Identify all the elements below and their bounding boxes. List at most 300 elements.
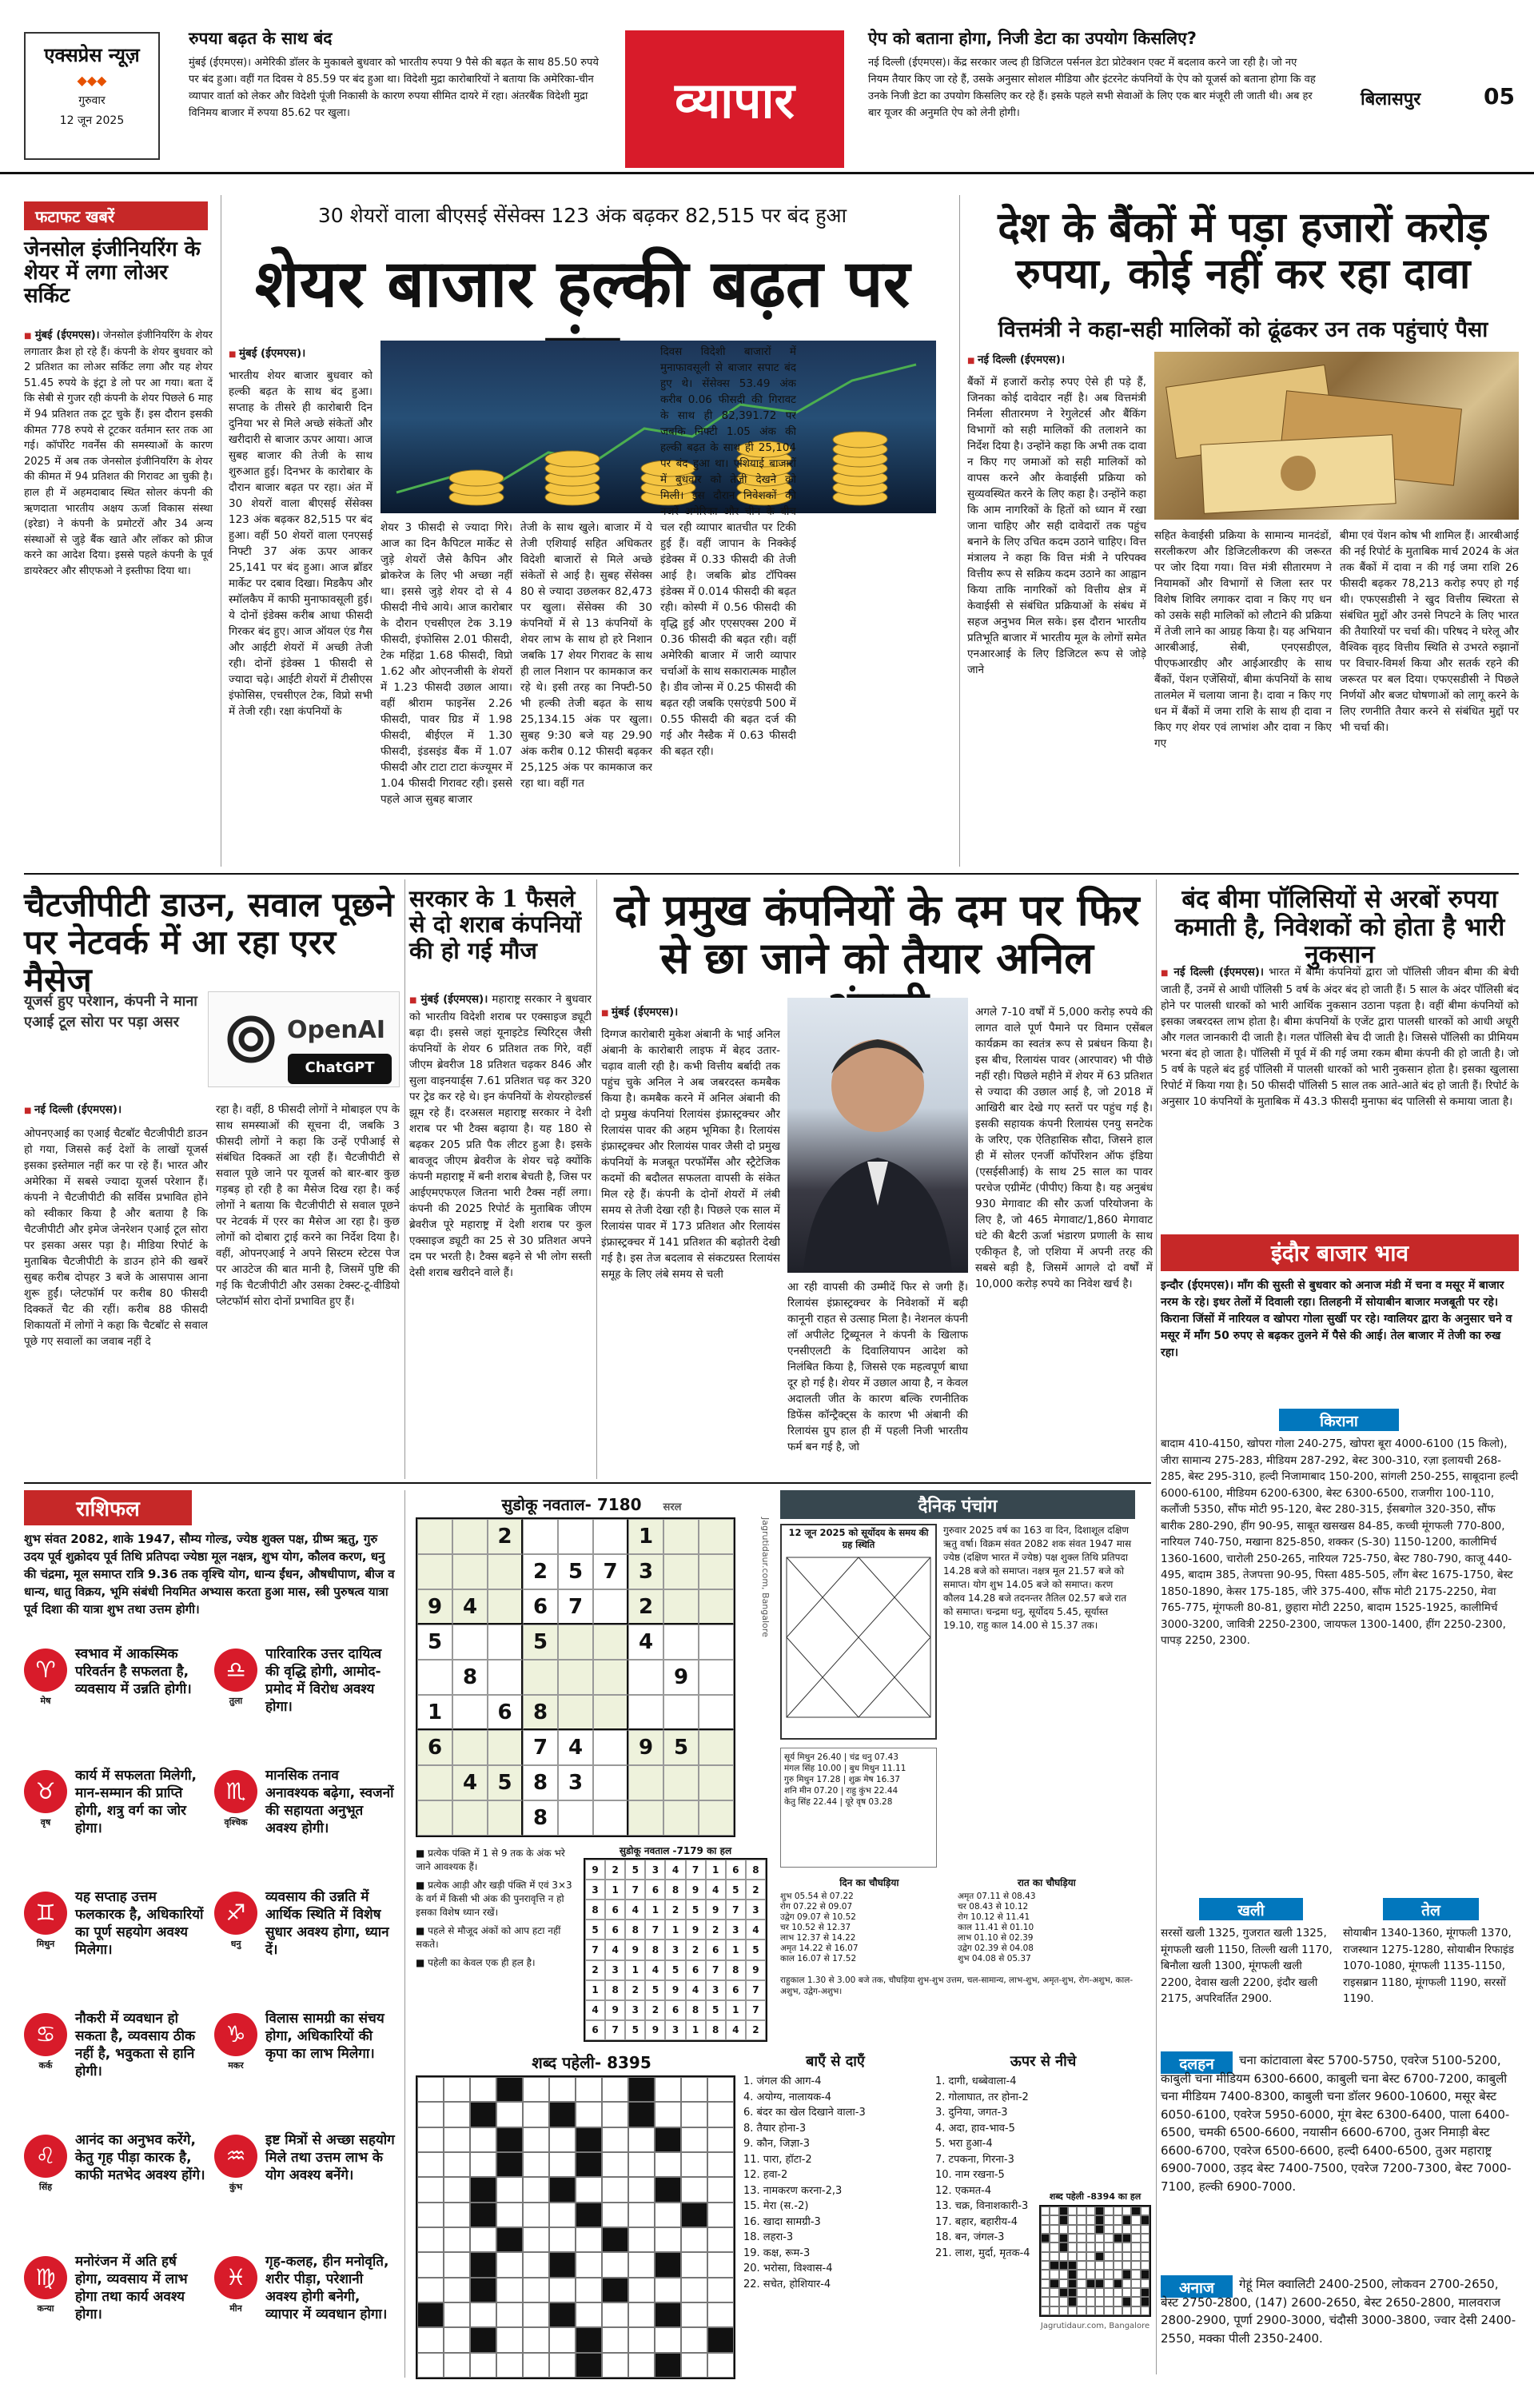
- sudoku-cell[interactable]: 9: [628, 1730, 663, 1765]
- sudoku-cell[interactable]: 8: [523, 1765, 558, 1800]
- crossword-cell[interactable]: [523, 2077, 549, 2102]
- crossword-answer-cell: [1041, 2234, 1050, 2243]
- crossword-cell[interactable]: [417, 2302, 444, 2327]
- crossword-cell[interactable]: [549, 2302, 576, 2327]
- sudoku-cell[interactable]: [663, 1800, 699, 1836]
- crossword-cell[interactable]: [576, 2102, 602, 2127]
- sudoku-rules: [416, 1847, 576, 1975]
- sudoku-cell[interactable]: 3: [628, 1554, 663, 1589]
- crossword-cell[interactable]: [628, 2177, 655, 2202]
- crossword-cell[interactable]: [470, 2302, 496, 2327]
- crossword-answer-cell: [1114, 2207, 1122, 2215]
- sudoku-cell[interactable]: [417, 1519, 452, 1554]
- sudoku-solution-cell: 6: [605, 1900, 625, 1920]
- crossword-cell[interactable]: [470, 2227, 496, 2252]
- sudoku-cell[interactable]: [593, 1589, 628, 1625]
- crossword-cell[interactable]: [655, 2227, 681, 2252]
- sudoku-solution-cell: 3: [645, 1860, 665, 1880]
- crossword-grid[interactable]: [416, 2075, 735, 2379]
- sudoku-cell[interactable]: 7: [523, 1730, 558, 1765]
- sudoku-cell[interactable]: 5: [558, 1554, 593, 1589]
- sudoku-cell[interactable]: [488, 1589, 523, 1625]
- crossword-cell[interactable]: [549, 2227, 576, 2252]
- sudoku-cell[interactable]: [452, 1695, 488, 1730]
- sudoku-solution-cell: 1: [665, 1920, 685, 1940]
- sudoku-cell[interactable]: [452, 1519, 488, 1554]
- crossword-cell[interactable]: [655, 2302, 681, 2327]
- crossword-answer-cell: [1050, 2225, 1058, 2234]
- crossword-cell[interactable]: [628, 2077, 655, 2102]
- crossword-cell[interactable]: [576, 2203, 602, 2227]
- crossword-cell[interactable]: [681, 2177, 707, 2202]
- sudoku-grid[interactable]: [416, 1517, 735, 1837]
- sudoku-cell[interactable]: [488, 1625, 523, 1660]
- crossword-cell[interactable]: [444, 2353, 470, 2378]
- crossword-answer-cell: [1141, 2225, 1150, 2234]
- crossword-cell[interactable]: [496, 2227, 523, 2252]
- crossword-cell[interactable]: [549, 2327, 576, 2352]
- crossword-cell[interactable]: [707, 2302, 734, 2327]
- crossword-answer-cell: [1095, 2215, 1104, 2224]
- crossword-answer-cell: [1077, 2297, 1086, 2306]
- crossword-cell[interactable]: [707, 2152, 734, 2177]
- sudoku-cell[interactable]: [417, 1554, 452, 1589]
- crossword-cell[interactable]: [523, 2353, 549, 2378]
- sudoku-cell[interactable]: 8: [523, 1695, 558, 1730]
- crossword-cell[interactable]: [496, 2327, 523, 2352]
- sudoku-cell[interactable]: [628, 1765, 663, 1800]
- sudoku-cell[interactable]: [663, 1589, 699, 1625]
- crossword-answer-cell: [1041, 2306, 1050, 2315]
- crossword-answer-cell: [1095, 2252, 1104, 2261]
- crossword-cell[interactable]: [576, 2252, 602, 2277]
- crossword-cell[interactable]: [417, 2353, 444, 2378]
- crossword-cell[interactable]: [496, 2102, 523, 2127]
- crossword-cell[interactable]: [470, 2353, 496, 2378]
- crossword-cell[interactable]: [417, 2203, 444, 2227]
- sudoku-cell[interactable]: [663, 1519, 699, 1554]
- zodiac-name: कुंभ: [229, 2182, 243, 2192]
- sudoku-cell[interactable]: 7: [593, 1554, 628, 1589]
- anil-col-3: अगले 7-10 वर्षों में 5,000 करोड़ रुपये की लागत वाले पूर्ण पैमाने पर विमान एसेंबल कार्यक्रम का स्वतंत्र रूप से प्रबंधन किया है। इस बीच, रिलायंस पावर (आरपावर) भी पीछे नहीं रही। पिछले महीने में शेयर में 63 प्रतिशत से ज्यादा की उछाल आई है, जो 2018 में आखिरी बार देखे गए स्तरों पर पहुंच गई है। इसकी सहायक कंपनी रिलायंस एनयु सनटेक के जरिए, एक ऐतिहासिक सौदा, जिसने हाल ही में सोलर एनर्जी कॉर्पोरेशन ऑफ इंडिया (एसईसीआई) के साथ 25 साल का पावर परचेज एग्रीमेंट (पीपीए) किया है। यह अनुबंध 930 मेगावाट की सौर ऊर्जा परियोजना के लिए है, जो 465 मेगावाट/1,860 मेगावाट घंटे की बैटरी ऊर्जा भंडारण प्रणाली के साथ एकीकृत है, जो एशिया में अपनी तरह की सबसे बड़ी है, जिसमें आगले दो वर्षों में 10,000 करोड़ रुपये का निवेश खर्च है।: [975, 1006, 1153, 1290]
- crossword-cell[interactable]: [496, 2302, 523, 2327]
- crossword-answer-cell: [1122, 2215, 1131, 2224]
- zodiac-name: वृश्चिक: [224, 1817, 248, 1828]
- crossword-answer-cell: [1068, 2261, 1077, 2270]
- crossword-cell[interactable]: [549, 2252, 576, 2277]
- crossword-cell[interactable]: [417, 2227, 444, 2252]
- crossword-cell[interactable]: [444, 2327, 470, 2352]
- crossword-cell[interactable]: [681, 2327, 707, 2352]
- sudoku-cell[interactable]: [593, 1660, 628, 1695]
- zodiac-prediction: विलास सामग्री का संचय होगा, अधिकारियों की कृपा का लाभ मिलेगा।: [265, 2011, 384, 2062]
- across-clue: 9. कौन, जिज्ञा-3: [743, 2138, 811, 2150]
- crossword-cell[interactable]: [707, 2203, 734, 2227]
- crossword-cell[interactable]: [470, 2252, 496, 2277]
- crossword-cell[interactable]: [681, 2353, 707, 2378]
- crossword-cell[interactable]: [707, 2353, 734, 2378]
- crossword-cell[interactable]: [707, 2227, 734, 2252]
- crossword-cell[interactable]: [470, 2127, 496, 2152]
- sudoku-cell[interactable]: [593, 1625, 628, 1660]
- sudoku-cell[interactable]: 3: [558, 1765, 593, 1800]
- crossword-cell[interactable]: [470, 2152, 496, 2177]
- crossword-cell[interactable]: [576, 2353, 602, 2378]
- crossword-cell[interactable]: [444, 2278, 470, 2302]
- sudoku-cell[interactable]: [663, 1695, 699, 1730]
- sudoku-cell[interactable]: [593, 1765, 628, 1800]
- crossword-answer-cell: [1141, 2215, 1150, 2224]
- down-clue: 5. भरा हुआ-4: [935, 2138, 993, 2150]
- sudoku-cell[interactable]: [523, 1660, 558, 1695]
- zodiac-7-icon: ♎: [214, 1649, 257, 1692]
- sudoku-solution-cell: 4: [706, 1880, 726, 1900]
- crossword-cell[interactable]: [628, 2353, 655, 2378]
- crossword-cell[interactable]: [655, 2252, 681, 2277]
- crossword-cell[interactable]: [655, 2203, 681, 2227]
- crossword-cell[interactable]: [655, 2102, 681, 2127]
- sudoku-cell[interactable]: 4: [558, 1730, 593, 1765]
- crossword-cell[interactable]: [523, 2127, 549, 2152]
- sudoku-cell[interactable]: [558, 1519, 593, 1554]
- crossword-cell[interactable]: [655, 2077, 681, 2102]
- crossword-cell[interactable]: [628, 2203, 655, 2227]
- crossword-cell[interactable]: [444, 2127, 470, 2152]
- crossword-cell[interactable]: [681, 2252, 707, 2277]
- sudoku-cell[interactable]: 6: [417, 1730, 452, 1765]
- crossword-cell[interactable]: [707, 2278, 734, 2302]
- crossword-cell[interactable]: [707, 2252, 734, 2277]
- crossword-cell[interactable]: [576, 2327, 602, 2352]
- sudoku-cell[interactable]: [452, 1625, 488, 1660]
- sudoku-cell[interactable]: 4: [452, 1589, 488, 1625]
- sudoku-cell[interactable]: [699, 1695, 734, 1730]
- zodiac-name: मिथुन: [36, 1939, 55, 1949]
- sudoku-cell[interactable]: 5: [663, 1730, 699, 1765]
- crossword-cell[interactable]: [523, 2302, 549, 2327]
- crossword-cell[interactable]: [444, 2203, 470, 2227]
- sudoku-cell[interactable]: [628, 1800, 663, 1836]
- crossword-cell[interactable]: [655, 2327, 681, 2352]
- crossword-cell[interactable]: [628, 2127, 655, 2152]
- sudoku-cell[interactable]: 6: [523, 1589, 558, 1625]
- sudoku-cell[interactable]: [699, 1519, 734, 1554]
- sudoku-cell[interactable]: 4: [452, 1765, 488, 1800]
- crossword-cell[interactable]: [523, 2152, 549, 2177]
- sudoku-solution-cell: 6: [726, 1860, 746, 1880]
- crossword-cell[interactable]: [496, 2152, 523, 2177]
- sudoku-cell[interactable]: [417, 1765, 452, 1800]
- masthead-story-text: नई दिल्ली (ईएमएस)। केंद्र सरकार जल्द ही डिजिटल पर्सनल डेटा प्रोटेक्शन एक्ट में बदलाव करने जा रही है। जो नए नियम तैयार किए जा रहे हैं, उसके अनुसार सोशल मीडिया और इंटरनेट कंपनियों के ऐप को यूजर्स को बताना होगा कि वह उनके निजी डेटा का उपयोग किसलिए कर रहे हैं। इसके पहले सभी सेवाओं के लिए एक बार मंजूरी ली जाती थी। अब हर बार यूजर की अनुमति ऐप को लेनी होगी।: [868, 57, 1316, 119]
- crossword-cell[interactable]: [707, 2177, 734, 2202]
- crossword-cell[interactable]: [628, 2302, 655, 2327]
- crossword-cell[interactable]: [470, 2327, 496, 2352]
- crossword-cell[interactable]: [628, 2278, 655, 2302]
- sudoku-cell[interactable]: 8: [452, 1660, 488, 1695]
- crossword-answer-cell: [1104, 2279, 1113, 2288]
- insurance-headline: बंद बीमा पॉलिसियों से अरबों रुपया कमाती है, निवेशकों को होता है भारी नुकसान: [1174, 885, 1505, 970]
- crossword-answer-cell: [1122, 2225, 1131, 2234]
- crossword-cell[interactable]: [523, 2227, 549, 2252]
- zodiac-prediction: इष्ट मित्रों से अच्छा सहयोग मिले तथा उत्तम लाभ के योग अवश्य बनेंगे।: [265, 2132, 395, 2183]
- crossword-cell[interactable]: [549, 2102, 576, 2127]
- crossword-cell[interactable]: [549, 2203, 576, 2227]
- zodiac-5-icon: ♌: [24, 2135, 67, 2178]
- crossword-cell[interactable]: [681, 2227, 707, 2252]
- crossword-cell[interactable]: [523, 2102, 549, 2127]
- sudoku-solution-cell: 1: [726, 2000, 746, 2020]
- crossword-cell[interactable]: [707, 2102, 734, 2127]
- fatafat-text: जेनसोल इंजीनियरिंग के शेयर लगातार क्रैश हो रहे हैं। कंपनी के शेयर बुधवार को 2 प्रतिशत का लोअर सर्किट लगा और यह शेयर 51.45 रुपये के इंट्रा डे लो पर आ गया। बता दें कि सेबी से गुजर रही कंपनी के शेयर पिछले 6 माह में 94 प्रतिशत तक टूट चुके हैं। इस दौरान इसकी कीमत 778 रुपये से टूटकर वर्तमान स्तर तक आ गई। कॉर्पोरेट गवर्नेंस की समस्याओं के कारण 2025 में अब तक जेनसोल इंजीनियरिंग के शेयर की कीमत में 94 प्रतिशत की गिरावट आ चुकी है। हाल ही में अहमदाबाद स्थित सोलर कंपनी की ऋणदाता भारतीय अक्षय ऊर्जा विकास संस्था (इरेडा) ने कंपनी के प्रमोटरों और 34 अन्य संस्थाओं से जुड़े बैंक खाते और लॉकर को फ्रीज करने का आदेश दिया। इससे पहले कंपनी के पूर्व डायरेक्टर और सीएफओ ने इस्तीफा दिया था।: [24, 329, 213, 577]
- crossword-cell[interactable]: [417, 2327, 444, 2352]
- sudoku-cell[interactable]: 7: [558, 1589, 593, 1625]
- crossword-cell[interactable]: [602, 2127, 628, 2152]
- sudoku-rule: ■ प्रत्येक आड़ी और खड़ी पंक्ति में एवं 3×3 के वर्ग में किसी भी अंक की पुनरावृत्ति न हो इसका विशेष ध्यान रखें।: [416, 1880, 572, 1918]
- crossword-cell[interactable]: [576, 2227, 602, 2252]
- crossword-cell[interactable]: [549, 2353, 576, 2378]
- sudoku-cell[interactable]: 8: [523, 1800, 558, 1836]
- crossword-cell[interactable]: [549, 2152, 576, 2177]
- crossword-cell[interactable]: [549, 2077, 576, 2102]
- crossword-cell[interactable]: [628, 2252, 655, 2277]
- sudoku-cell[interactable]: [628, 1695, 663, 1730]
- crossword-answer-cell: [1131, 2270, 1140, 2278]
- sudoku-cell[interactable]: [593, 1519, 628, 1554]
- crossword-cell[interactable]: [628, 2102, 655, 2127]
- sudoku-cell[interactable]: [699, 1589, 734, 1625]
- crossword-cell[interactable]: [470, 2102, 496, 2127]
- crossword-cell[interactable]: [444, 2177, 470, 2202]
- crossword-cell[interactable]: [602, 2353, 628, 2378]
- crossword-cell[interactable]: [496, 2077, 523, 2102]
- crossword-cell[interactable]: [655, 2353, 681, 2378]
- sudoku-solution-cell: 8: [726, 1960, 746, 1980]
- khali-tag: खली: [1199, 1898, 1303, 1920]
- crossword-cell[interactable]: [602, 2102, 628, 2127]
- sudoku-cell[interactable]: [699, 1765, 734, 1800]
- crossword-cell[interactable]: [470, 2203, 496, 2227]
- sudoku-cell[interactable]: [593, 1695, 628, 1730]
- sudoku-cell[interactable]: [417, 1660, 452, 1695]
- crossword-cell[interactable]: [549, 2177, 576, 2202]
- crossword-cell[interactable]: [496, 2252, 523, 2277]
- crossword-cell[interactable]: [496, 2203, 523, 2227]
- crossword-cell[interactable]: [523, 2327, 549, 2352]
- crossword-answer-cell: [1122, 2297, 1131, 2306]
- sudoku-cell[interactable]: [452, 1800, 488, 1836]
- crossword-cell[interactable]: [707, 2127, 734, 2152]
- crossword-answer-cell: [1050, 2279, 1058, 2288]
- crossword-cell[interactable]: [602, 2302, 628, 2327]
- crossword-cell[interactable]: [681, 2278, 707, 2302]
- crossword-cell[interactable]: [655, 2152, 681, 2177]
- crossword-answer-cell: [1131, 2252, 1140, 2261]
- sudoku-cell[interactable]: [699, 1625, 734, 1660]
- sudoku-cell[interactable]: [523, 1519, 558, 1554]
- crossword-cell[interactable]: [470, 2278, 496, 2302]
- crossword-cell[interactable]: [602, 2252, 628, 2277]
- sudoku-cell[interactable]: 9: [417, 1589, 452, 1625]
- sudoku-cell[interactable]: [699, 1660, 734, 1695]
- crossword-cell[interactable]: [417, 2102, 444, 2127]
- crossword-cell[interactable]: [655, 2127, 681, 2152]
- crossword-cell[interactable]: [602, 2227, 628, 2252]
- anil-col-2: आ रही वापसी की उम्मीदें फिर से जगी हैं। रिलायंस इंफ्रास्ट्रक्चर के निवेशकों में बढ़ी कानूनी राहत से उत्साह मिला है। नेशनल कंपनी लॉ अपीलेट ट्रिब्यूनल ने कंपनी के खिलाफ एनसीएलटी के दिवालियापन आदेश को निलंबित किया है, जिससे एक महत्वपूर्ण बाधा दूर हो गई है। शेयर में उछाल आया है, न केवल अदालती जीत के कारण बल्कि रणनीतिक डिफेंस कॉन्ट्रैक्ट्स के कारण भी अंबानी की रिलायंस ग्रुप हाल ही में पहली निजी भारतीय फर्म बन गई है, जो: [787, 1281, 968, 1453]
- sudoku-cell[interactable]: 2: [628, 1589, 663, 1625]
- fatafat-headline: जेनसोल इंजीनियरिंग के शेयर में लगा लोअर सर्किट: [24, 237, 201, 309]
- sudoku-cell[interactable]: 5: [417, 1625, 452, 1660]
- crossword-cell[interactable]: [602, 2278, 628, 2302]
- crossword-cell[interactable]: [628, 2152, 655, 2177]
- crossword-cell[interactable]: [681, 2152, 707, 2177]
- sudoku-cell[interactable]: 4: [628, 1625, 663, 1660]
- crossword-cell[interactable]: [444, 2152, 470, 2177]
- crossword-answer-cell: [1086, 2225, 1095, 2234]
- sudoku-cell[interactable]: 2: [523, 1554, 558, 1589]
- crossword-answer-cell: [1059, 2288, 1068, 2297]
- sudoku-cell[interactable]: 1: [417, 1695, 452, 1730]
- sudoku-cell[interactable]: [488, 1800, 523, 1836]
- sudoku-solution-cell: 5: [625, 1860, 645, 1880]
- crossword-cell[interactable]: [444, 2302, 470, 2327]
- crossword-cell[interactable]: [444, 2252, 470, 2277]
- crossword-cell[interactable]: [628, 2327, 655, 2352]
- down-clue: 21. लाश, मुर्दा, मृतक-4: [935, 2247, 1030, 2259]
- crossword-cell[interactable]: [470, 2177, 496, 2202]
- sudoku-cell[interactable]: [663, 1765, 699, 1800]
- across-clue: 22. सचेत, होशियार-4: [743, 2278, 831, 2290]
- sudoku-cell[interactable]: [699, 1554, 734, 1589]
- sudoku-cell[interactable]: [558, 1800, 593, 1836]
- crossword-cell[interactable]: [417, 2127, 444, 2152]
- across-clue: 12. हवा-2: [743, 2169, 788, 2181]
- crossword-cell[interactable]: [496, 2278, 523, 2302]
- crossword-answer-cell: [1077, 2252, 1086, 2261]
- crossword-cell[interactable]: [470, 2077, 496, 2102]
- crossword-cell[interactable]: [523, 2203, 549, 2227]
- sudoku-solution-cell: 9: [645, 2020, 665, 2040]
- sudoku-cell[interactable]: [452, 1730, 488, 1765]
- sudoku-cell[interactable]: [488, 1730, 523, 1765]
- crossword-cell[interactable]: [523, 2252, 549, 2277]
- sudoku-cell[interactable]: [663, 1625, 699, 1660]
- sudoku-solution-cell: 1: [645, 1900, 665, 1920]
- crossword-cell[interactable]: [417, 2152, 444, 2177]
- crossword-cell[interactable]: [576, 2302, 602, 2327]
- sudoku-cell[interactable]: 2: [488, 1519, 523, 1554]
- crossword-cell[interactable]: [707, 2327, 734, 2352]
- crossword-cell[interactable]: [576, 2177, 602, 2202]
- crossword-cell[interactable]: [681, 2077, 707, 2102]
- zodiac-4-icon: ♋: [24, 2013, 67, 2056]
- crossword-cell[interactable]: [417, 2077, 444, 2102]
- crossword-cell[interactable]: [444, 2077, 470, 2102]
- crossword-answer-cell: [1114, 2243, 1122, 2251]
- sudoku-cell[interactable]: [417, 1800, 452, 1836]
- crossword-cell[interactable]: [655, 2177, 681, 2202]
- crossword-cell[interactable]: [681, 2127, 707, 2152]
- liquor-dateline: ■ मुंबई (ईएमएस)।: [409, 993, 488, 1006]
- crossword-cell[interactable]: [576, 2278, 602, 2302]
- crossword-cell[interactable]: [496, 2177, 523, 2202]
- zodiac-8-icon: ♏: [214, 1770, 257, 1813]
- zodiac-11-icon: ♒: [214, 2135, 257, 2178]
- sudoku-cell[interactable]: 6: [488, 1695, 523, 1730]
- crossword-cell[interactable]: [417, 2278, 444, 2302]
- sensex-col-1-lead: [229, 345, 373, 363]
- crossword-answer-cell: [1095, 2288, 1104, 2297]
- crossword-cell[interactable]: [496, 2353, 523, 2378]
- sudoku-cell[interactable]: [558, 1625, 593, 1660]
- sudoku-cell[interactable]: 5: [488, 1765, 523, 1800]
- crossword-cell[interactable]: [444, 2227, 470, 2252]
- crossword-cell[interactable]: [417, 2252, 444, 2277]
- crossword-cell[interactable]: [444, 2102, 470, 2127]
- across-clue: 13. नामकरण करना-2,3: [743, 2184, 843, 2197]
- crossword-cell[interactable]: [681, 2302, 707, 2327]
- sudoku-solution-cell: 1: [585, 1980, 605, 2000]
- sudoku-solution-cell: 8: [625, 1920, 645, 1940]
- crossword-cell[interactable]: [602, 2152, 628, 2177]
- sudoku-cell[interactable]: [699, 1800, 734, 1836]
- crossword-cell[interactable]: [576, 2077, 602, 2102]
- down-title: ऊपर से नीचे: [1010, 2053, 1077, 2070]
- crossword-cell[interactable]: [655, 2278, 681, 2302]
- crossword-cell[interactable]: [602, 2077, 628, 2102]
- sudoku-cell[interactable]: [663, 1554, 699, 1589]
- crossword-cell[interactable]: [681, 2102, 707, 2127]
- crossword-answer-cell: [1077, 2243, 1086, 2251]
- sudoku-cell[interactable]: [488, 1554, 523, 1589]
- insurance-body: [1161, 964, 1519, 1220]
- zodiac-name: सिंह: [38, 2182, 53, 2192]
- crossword-cell[interactable]: [681, 2203, 707, 2227]
- crossword-answer-cell: [1104, 2252, 1113, 2261]
- sudoku-cell[interactable]: [558, 1695, 593, 1730]
- crossword-cell[interactable]: [549, 2278, 576, 2302]
- crossword-cell[interactable]: [602, 2327, 628, 2352]
- crossword-cell[interactable]: [523, 2278, 549, 2302]
- night-choghadiya-title: रात का चौघड़िया: [1017, 1877, 1076, 1888]
- crossword-cell[interactable]: [549, 2127, 576, 2152]
- sudoku-cell[interactable]: [558, 1660, 593, 1695]
- crossword-cell[interactable]: [417, 2177, 444, 2202]
- crossword-cell[interactable]: [496, 2127, 523, 2152]
- crossword-cell[interactable]: [707, 2077, 734, 2102]
- sudoku-cell[interactable]: 5: [523, 1625, 558, 1660]
- bazaar-title: इंदौर बाजार भाव: [1161, 1234, 1519, 1271]
- sudoku-cell[interactable]: [628, 1660, 663, 1695]
- sudoku-cell[interactable]: 1: [628, 1519, 663, 1554]
- sudoku-cell[interactable]: [488, 1660, 523, 1695]
- crossword-cell[interactable]: [628, 2227, 655, 2252]
- sudoku-cell[interactable]: [452, 1554, 488, 1589]
- sudoku-cell[interactable]: [593, 1800, 628, 1836]
- sudoku-cell[interactable]: [593, 1730, 628, 1765]
- crossword-cell[interactable]: [602, 2203, 628, 2227]
- crossword-cell[interactable]: [576, 2127, 602, 2152]
- sudoku-cell[interactable]: 9: [663, 1660, 699, 1695]
- crossword-answer-cell: [1068, 2215, 1077, 2224]
- crossword-answer-cell: [1077, 2279, 1086, 2288]
- crossword-cell[interactable]: [602, 2177, 628, 2202]
- sudoku-cell[interactable]: [699, 1730, 734, 1765]
- crossword-credit: Jagrutidaur.com, Bangalore: [1040, 2322, 1150, 2330]
- banks-headline: देश के बैंकों में पड़ा हजारों करोड़ रुपया, कोई नहीं कर रहा दावा: [998, 203, 1488, 299]
- crossword-cell[interactable]: [523, 2177, 549, 2202]
- sudoku-solution-cell: 2: [665, 1900, 685, 1920]
- crossword-cell[interactable]: [576, 2152, 602, 2177]
